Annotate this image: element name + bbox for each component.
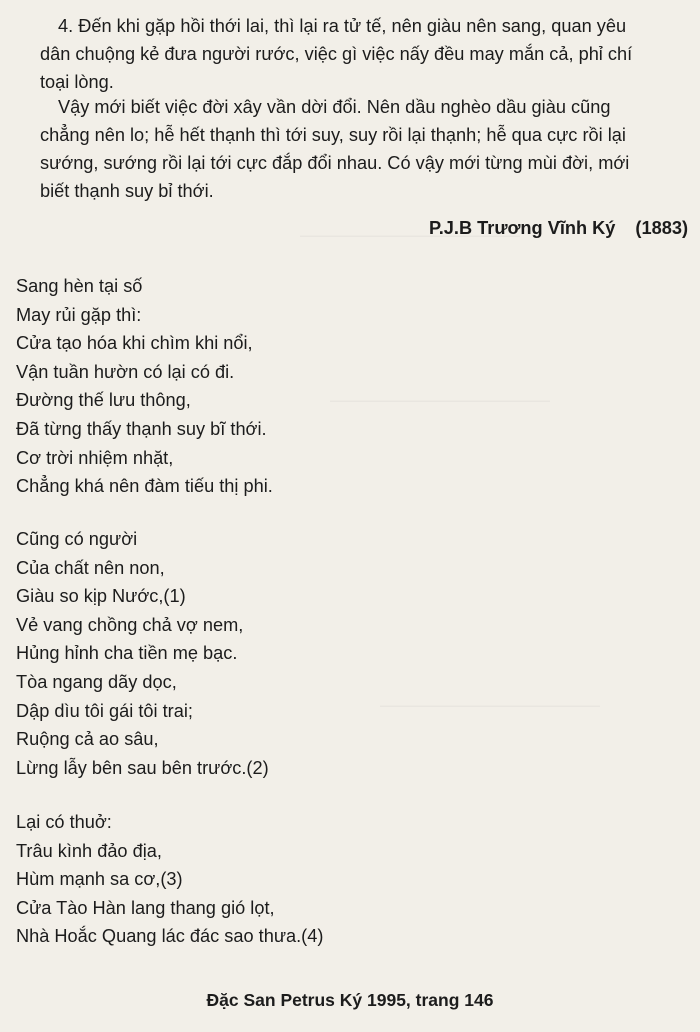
bleed-through-texture: ———————————————————— xyxy=(380,700,600,712)
signature-year: (1883) xyxy=(635,218,688,238)
poem-line: Tòa ngang dãy dọc, xyxy=(16,671,177,692)
bleed-through-texture: ———————————————————— xyxy=(300,230,520,242)
poem-line: Ruộng cả ao sâu, xyxy=(16,729,159,750)
paragraph-line: biết thạnh suy bỉ thới. xyxy=(40,181,214,201)
paragraph-line: 4. Đến khi gặp hồi thới lai, thì lại ra tử tế, nên giàu nên sang, quan yêu xyxy=(58,16,627,36)
author-name: P.J.B Trương Vĩnh Ký xyxy=(428,218,616,238)
poem-line: Cửa tạo hóa khi chìm khi nổi, xyxy=(16,333,253,354)
poem-line: Chẳng khá nên đàm tiếu thị phi. xyxy=(16,476,273,497)
paragraph-conclusion xyxy=(40,93,690,205)
poem-line: Đã từng thấy thạnh suy bĩ thới. xyxy=(16,418,267,439)
poem-line: Giàu so kịp Nước,(1) xyxy=(16,586,186,607)
paragraph-4 xyxy=(40,12,690,96)
poem-line: Hủng hỉnh cha tiền mẹ bạc. xyxy=(16,643,238,664)
poem-line: Vẻ vang chồng chả vợ nem, xyxy=(16,614,244,635)
poem-line: Trâu kình đảo địa, xyxy=(16,840,162,861)
poem-line: Sang hèn tại số xyxy=(16,276,143,296)
paragraph-line: Vậy mới biết việc đời xây vần dời đổi. Nên dầu nghèo dầu giàu cũng xyxy=(58,97,611,117)
poem-line: Lừng lẫy bên sau bên trước.(2) xyxy=(16,757,269,778)
poem-stanza-1 xyxy=(16,272,273,501)
paragraph-line: dân chuộng kẻ đưa người rước, việc gì việc nấy đều may mắn cả, phỉ chí xyxy=(40,44,633,64)
poem-line: Hùm mạnh sa cơ,(3) xyxy=(16,869,183,890)
paragraph-line: toại lòng. xyxy=(40,72,114,92)
poem-line: Cửa Tào Hàn lang thang gió lọt, xyxy=(16,897,275,918)
poem-line: Cơ trời nhiệm nhặt, xyxy=(16,447,174,468)
poem-line: Lại có thuở: xyxy=(16,812,112,832)
author-signature xyxy=(429,214,688,242)
poem-line: Của chất nên non, xyxy=(16,557,165,578)
poem-line: Cũng có người xyxy=(16,529,138,549)
poem-line: Nhà Hoắc Quang lác đác sao thưa.(4) xyxy=(16,926,324,947)
poem-line: Đường thế lưu thông, xyxy=(16,390,191,411)
poem-line: Vận tuần hườn có lại có đi. xyxy=(16,361,235,382)
poem-line: Dập dìu tôi gái tôi trai; xyxy=(16,700,193,721)
bleed-through-texture: ———————————————————— xyxy=(330,395,550,407)
poem-stanza-2 xyxy=(16,525,269,782)
paragraph-line: sướng, sướng rồi lại tới cực đắp đổi nhau. Có vậy mới từng mùi đời, mới xyxy=(40,153,630,173)
paragraph-line: chẳng nên lo; hễ hết thạnh thì tới suy, suy rồi lại thạnh; hễ qua cực rồi lại xyxy=(40,125,626,145)
page-footer-citation: Đặc San Petrus Ký 1995, trang 146 xyxy=(206,990,494,1010)
poem-stanza-3 xyxy=(16,808,323,951)
poem-line: May rủi gặp thì: xyxy=(16,304,142,325)
